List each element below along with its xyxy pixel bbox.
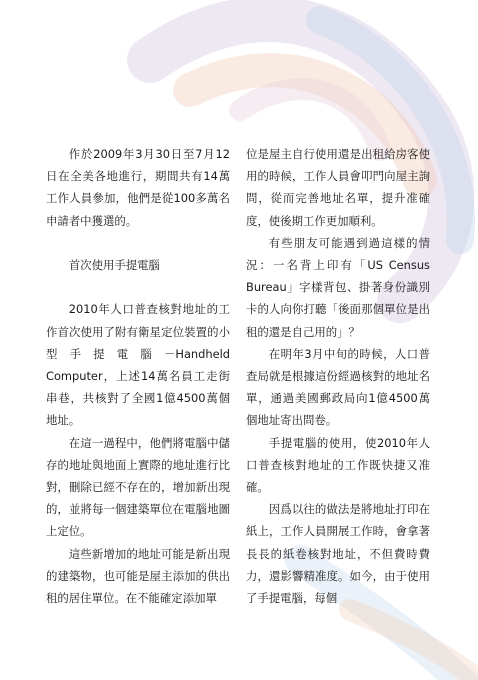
swirl-stroke-orange-lower	[350, 610, 478, 680]
paragraph: 這些新增加的地址可能是新出現的建築物，也可能是屋主添加的供出租的居住單位。在不能確定添加單	[46, 546, 230, 606]
paragraph: 2010年人口普查核對地址的工作首次使用了附有衛星定位裝置的小型手提電腦－Handheld Computer，上述14萬名員工走街串巷，共核對了全國1億4500萬個地址。	[46, 302, 230, 428]
section-heading: 首次使用手提電腦	[68, 258, 160, 272]
right-text-column	[246, 143, 430, 609]
paragraph: 位是屋主自行使用還是出租給房客使用的時候，工作人員會叩門向屋主詢問，從而完善地址名單，提升准確度，使後期工作更加順利。	[246, 147, 430, 228]
paragraph: 手提電腦的使用，使2010年人口普查核對地址的工作既快捷又准確。	[246, 435, 430, 495]
paragraph: 作於2009年3月30日至7月12日在全美各地進行，期間共有14萬工作人員參加，他們是從100多萬名申請者中獲選的。	[46, 147, 230, 228]
paragraph: 在這一過程中，他們將電腦中儲存的地址與地面上實際的地址進行比對，刪除已經不存在的，增加新出現的，並將每一個建築單位在電腦地圖上定位。	[46, 435, 230, 539]
paragraph: 因爲以往的做法是將地址打印在紙上，工作人員開展工作時，會拿著長長的紙卷核對地址，不但費時費力，還影響精准度。如今，由于使用了手提電腦，每個	[246, 502, 430, 606]
paragraph: 在明年3月中旬的時候，人口普查局就是根據這份經過核對的地址名單，通過美國郵政局向1億4500萬個地址寄出問卷。	[246, 346, 430, 428]
paragraph: 有些朋友可能遇到過這樣的情況：一名背上印有「US Census Bureau」字樣背包、掛著身份識別卡的人向你打聽「後面那個單位是出租的還是自己用的」？	[246, 235, 430, 339]
left-text-column	[46, 143, 230, 609]
